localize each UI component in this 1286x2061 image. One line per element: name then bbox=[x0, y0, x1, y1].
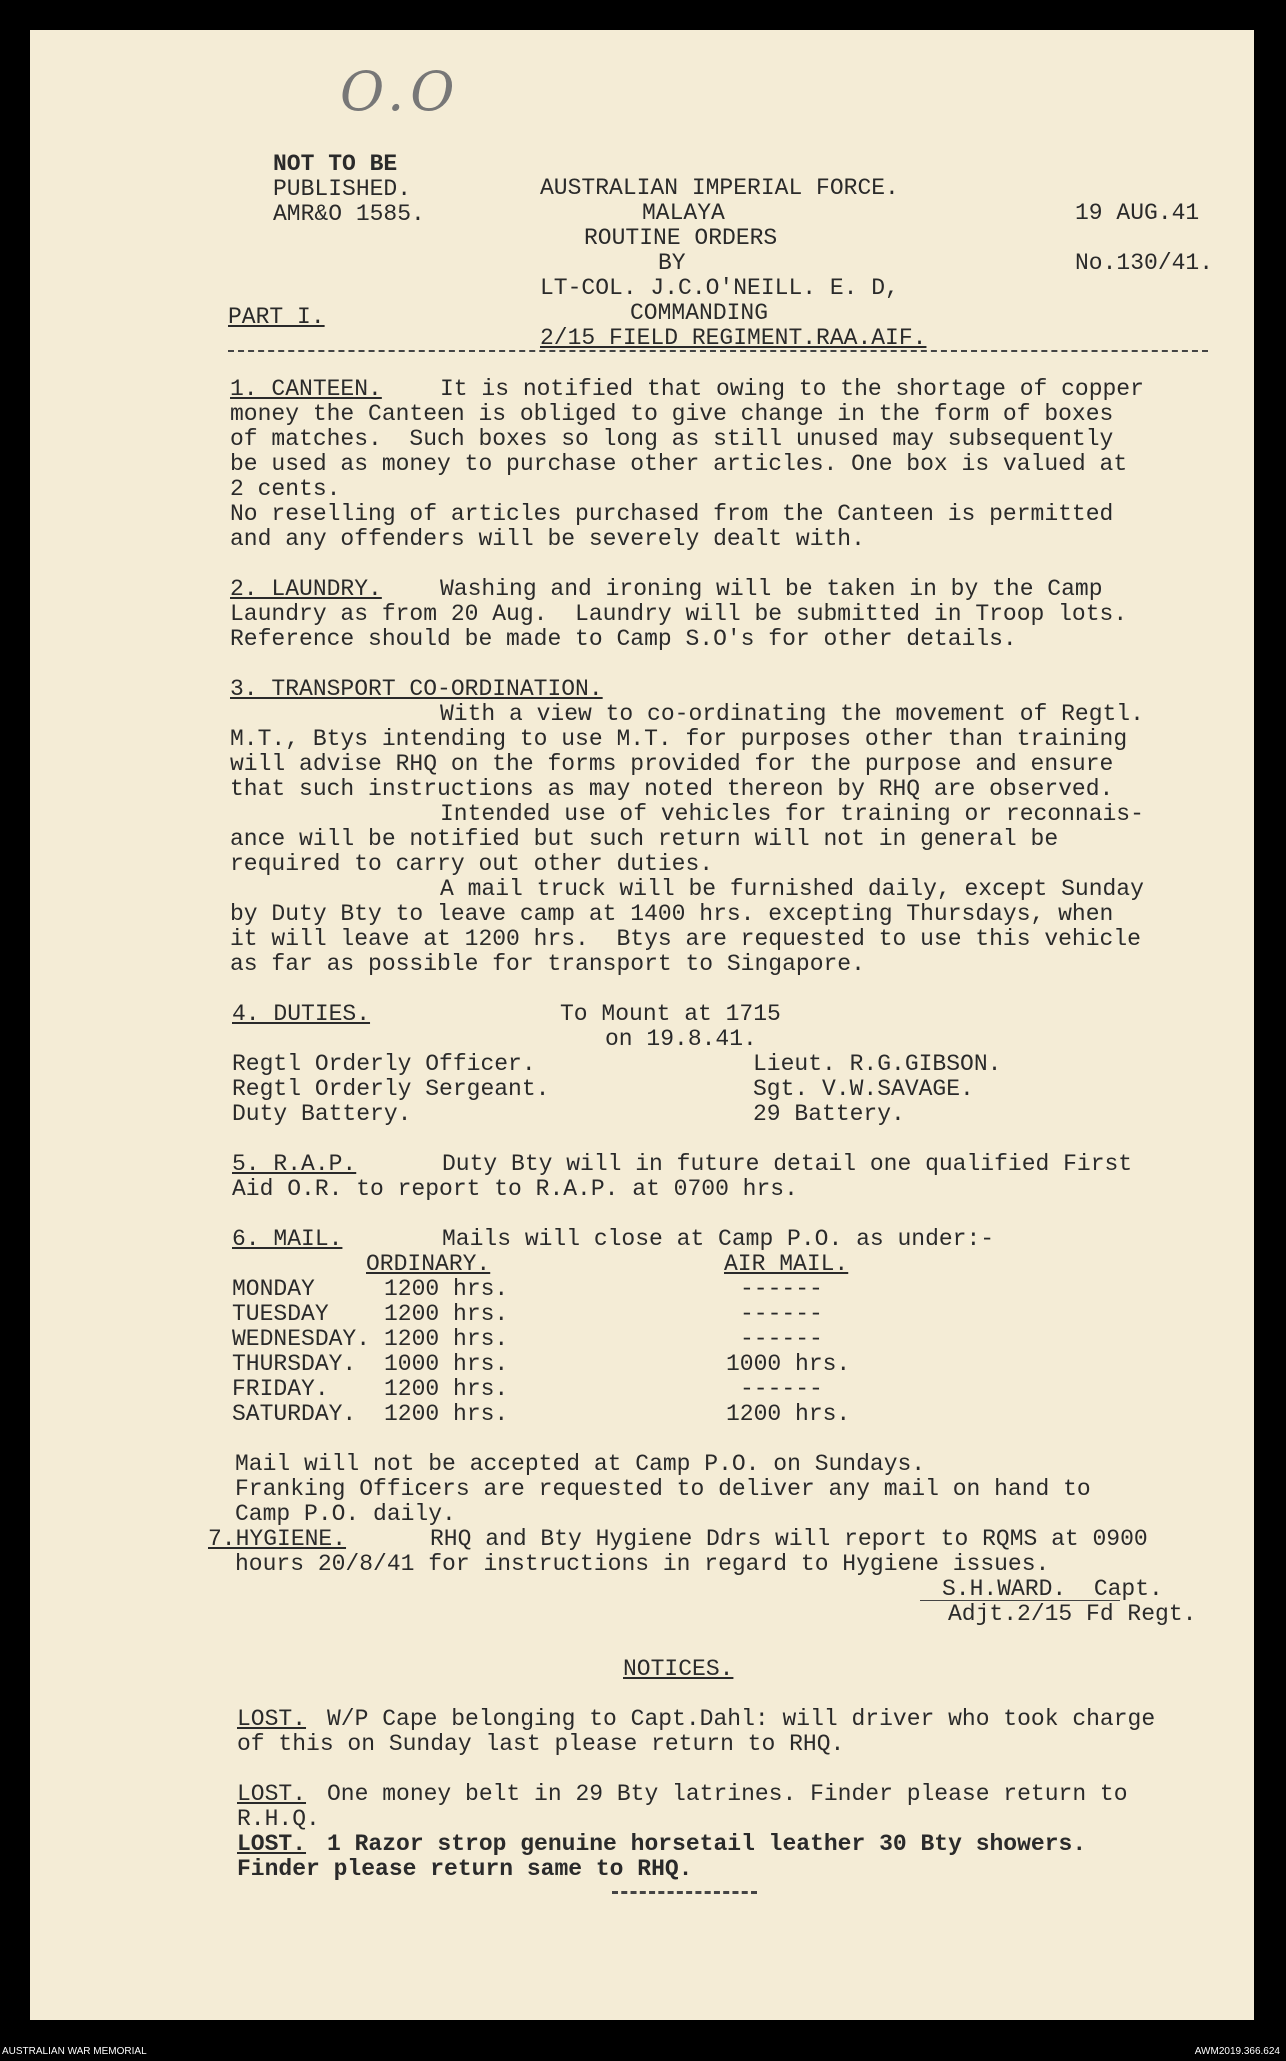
header-title: AUSTRALIAN IMPERIAL FORCE. bbox=[540, 175, 899, 201]
archive-id: AWM2019.366.624 bbox=[1194, 2046, 1280, 2057]
section-text: money the Canteen is obliged to give change in the form of boxes bbox=[230, 401, 1114, 427]
notice-text: of this on Sunday last please return to RHQ. bbox=[237, 1731, 845, 1757]
notices-title: NOTICES. bbox=[623, 1656, 734, 1682]
notice-label: LOST. bbox=[237, 1706, 307, 1732]
mail-air-time: 1000 hrs. bbox=[726, 1351, 851, 1377]
section-text: Mails will close at Camp P.O. as under:- bbox=[442, 1226, 995, 1252]
publish-note-line: NOT TO BE bbox=[273, 151, 398, 177]
section-text: With a view to co-ordinating the movement of Regtl. bbox=[440, 701, 1144, 727]
section-heading: 7.HYGIENE. bbox=[208, 1526, 347, 1552]
mail-air-time: ------ bbox=[740, 1276, 823, 1302]
mail-ordinary-time: 1200 hrs. bbox=[384, 1401, 509, 1427]
section-text: and any offenders will be severely dealt with. bbox=[230, 526, 865, 552]
signature-line bbox=[920, 1600, 1120, 1601]
header-line: MALAYA bbox=[642, 200, 725, 226]
end-divider bbox=[612, 1891, 757, 1894]
duty-role: Duty Battery. bbox=[232, 1101, 412, 1127]
notice-text: Finder please return same to RHQ. bbox=[237, 1856, 693, 1882]
header-commander: LT-COL. J.C.O'NEILL. E. D, bbox=[540, 275, 899, 301]
mail-day: MONDAY bbox=[232, 1276, 315, 1302]
mail-day: SATURDAY. bbox=[232, 1401, 357, 1427]
duty-name: Sgt. V.W.SAVAGE. bbox=[753, 1076, 974, 1102]
header-unit: 2/15 FIELD REGIMENT.RAA.AIF. bbox=[540, 325, 927, 351]
section-heading: 5. R.A.P. bbox=[232, 1151, 357, 1177]
mail-day: TUESDAY bbox=[232, 1301, 329, 1327]
section-text: Franking Officers are requested to deliver any mail on hand to bbox=[235, 1476, 1091, 1502]
mount-date: on 19.8.41. bbox=[605, 1026, 757, 1052]
section-text: No reselling of articles purchased from the Canteen is permitted bbox=[230, 501, 1114, 527]
order-date: 19 AUG.41 bbox=[1075, 200, 1200, 226]
section-text: Reference should be made to Camp S.O's for other details. bbox=[230, 626, 1017, 652]
notice-label: LOST. bbox=[237, 1831, 307, 1857]
section-text: It is notified that owing to the shortage of copper bbox=[440, 376, 1144, 402]
duty-role: Regtl Orderly Officer. bbox=[232, 1051, 536, 1077]
duty-name: 29 Battery. bbox=[753, 1101, 905, 1127]
section-text: Washing and ironing will be taken in by the Camp bbox=[440, 576, 1103, 602]
section-text: RHQ and Bty Hygiene Ddrs will report to RQMS at 0900 bbox=[430, 1526, 1148, 1552]
section-text: Camp P.O. daily. bbox=[235, 1501, 456, 1527]
section-heading: 2. LAUNDRY. bbox=[230, 576, 382, 602]
signature-title: Adjt.2/15 Fd Regt. bbox=[948, 1601, 1197, 1627]
header-line: COMMANDING bbox=[630, 300, 769, 326]
section-heading: 6. MAIL. bbox=[232, 1226, 343, 1252]
section-text: Aid O.R. to report to R.A.P. at 0700 hrs. bbox=[232, 1176, 798, 1202]
mail-air-time: ------ bbox=[740, 1326, 823, 1352]
section-text: Duty Bty will in future detail one qualified First bbox=[442, 1151, 1133, 1177]
handwritten-mark: O.O bbox=[340, 60, 461, 123]
mail-ordinary-time: 1200 hrs. bbox=[384, 1301, 509, 1327]
section-text: be used as money to purchase other articles. One box is valued at bbox=[230, 451, 1128, 477]
section-text: as far as possible for transport to Singapore. bbox=[230, 951, 865, 977]
archive-credit: AUSTRALIAN WAR MEMORIAL bbox=[2, 2046, 147, 2057]
mail-air-time: ------ bbox=[740, 1301, 823, 1327]
section-text: Laundry as from 20 Aug. Laundry will be submitted in Troop lots. bbox=[230, 601, 1128, 627]
notice-label: LOST. bbox=[237, 1781, 307, 1807]
section-text: by Duty Bty to leave camp at 1400 hrs. excepting Thursdays, when bbox=[230, 901, 1114, 927]
section-text: will advise RHQ on the forms provided for the purpose and ensure bbox=[230, 751, 1114, 777]
duty-name: Lieut. R.G.GIBSON. bbox=[753, 1051, 1002, 1077]
section-text: hours 20/8/41 for instructions in regard to Hygiene issues. bbox=[235, 1551, 1050, 1577]
section-text: M.T., Btys intending to use M.T. for purposes other than training bbox=[230, 726, 1128, 752]
mail-air-time: ------ bbox=[740, 1376, 823, 1402]
mail-ordinary-time: 1200 hrs. bbox=[384, 1276, 509, 1302]
notice-text: W/P Cape belonging to Capt.Dahl: will driver who took charge bbox=[327, 1706, 1156, 1732]
column-header-air: AIR MAIL. bbox=[724, 1251, 849, 1277]
duty-role: Regtl Orderly Sergeant. bbox=[232, 1076, 550, 1102]
part-label: PART I. bbox=[228, 304, 325, 330]
section-text: Intended use of vehicles for training or reconnais- bbox=[440, 801, 1144, 827]
section-text: it will leave at 1200 hrs. Btys are requested to use this vehicle bbox=[230, 926, 1141, 952]
mail-day: FRIDAY. bbox=[232, 1376, 329, 1402]
section-heading: 3. TRANSPORT CO-ORDINATION. bbox=[230, 676, 603, 702]
mail-day: WEDNESDAY. bbox=[232, 1326, 371, 1352]
mount-time: To Mount at 1715 bbox=[560, 1001, 781, 1027]
section-text: A mail truck will be furnished daily, except Sunday bbox=[440, 876, 1144, 902]
section-text: required to carry out other duties. bbox=[230, 851, 714, 877]
mail-day: THURSDAY. bbox=[232, 1351, 357, 1377]
notice-text: 1 Razor strop genuine horsetail leather 30 Bty showers. bbox=[327, 1831, 1087, 1857]
order-reference: AMR&O 1585. bbox=[273, 201, 425, 227]
header-line: BY bbox=[658, 250, 686, 276]
column-header-ordinary: ORDINARY. bbox=[366, 1251, 491, 1277]
section-heading: 1. CANTEEN. bbox=[230, 376, 382, 402]
section-text: that such instructions as may noted thereon by RHQ are observed. bbox=[230, 776, 1114, 802]
header-line: ROUTINE ORDERS bbox=[584, 225, 778, 251]
order-number: No.130/41. bbox=[1075, 250, 1214, 276]
section-heading: 4. DUTIES. bbox=[232, 1001, 371, 1027]
mail-ordinary-time: 1200 hrs. bbox=[384, 1326, 509, 1352]
mail-air-time: 1200 hrs. bbox=[726, 1401, 851, 1427]
header-divider bbox=[228, 350, 1208, 352]
notice-text: One money belt in 29 Bty latrines. Finder please return to bbox=[327, 1781, 1128, 1807]
section-text: ance will be notified but such return will not in general be bbox=[230, 826, 1059, 852]
section-text: Mail will not be accepted at Camp P.O. on Sundays. bbox=[235, 1451, 926, 1477]
signature-name: S.H.WARD. Capt. bbox=[942, 1576, 1163, 1602]
section-text: of matches. Such boxes so long as still unused may subsequently bbox=[230, 426, 1114, 452]
mail-ordinary-time: 1200 hrs. bbox=[384, 1376, 509, 1402]
notice-text: R.H.Q. bbox=[237, 1806, 320, 1832]
mail-ordinary-time: 1000 hrs. bbox=[384, 1351, 509, 1377]
section-text: 2 cents. bbox=[230, 476, 341, 502]
publish-note-line: PUBLISHED. bbox=[273, 176, 412, 202]
